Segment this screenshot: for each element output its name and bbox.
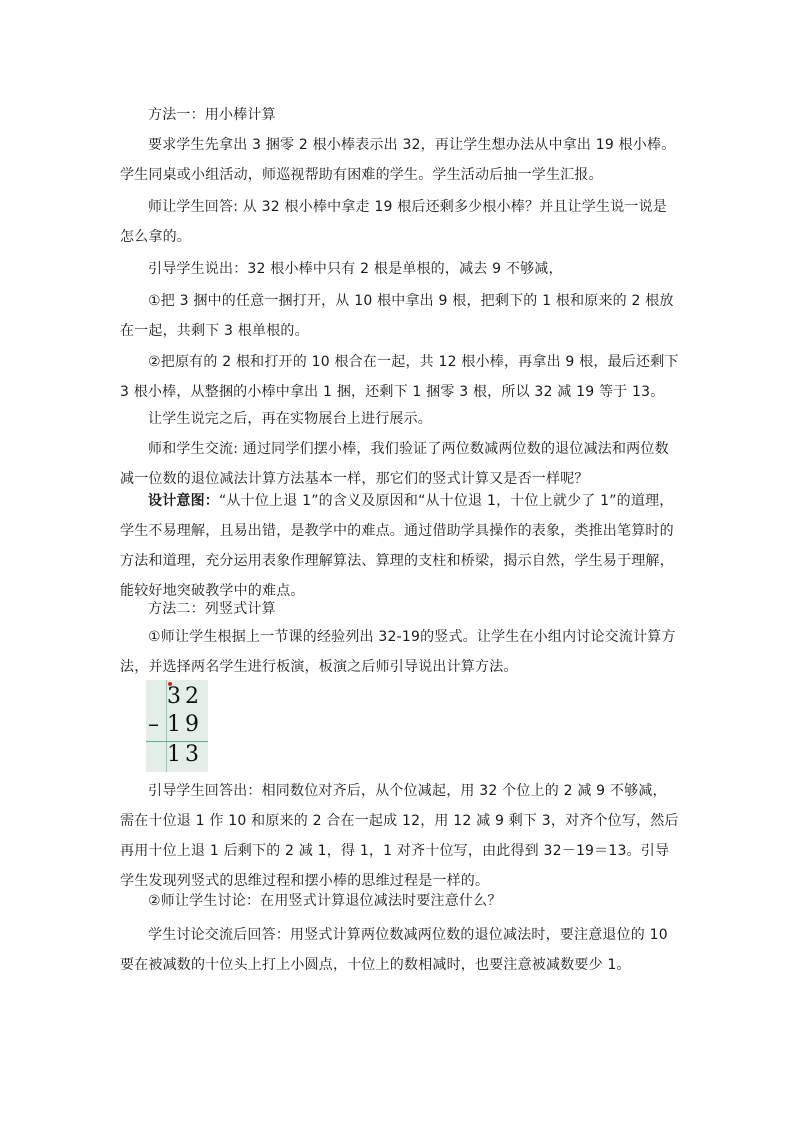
method1-paragraph-6: 让学生说完之后，再在实物展台上进行展示。 bbox=[148, 411, 432, 427]
design-intent-paragraph bbox=[120, 486, 680, 606]
method1-paragraph-3: 引导学生说出：32 根小棒中只有 2 根是单根的，减去 9 不够减， bbox=[148, 261, 563, 277]
vertical-subtraction-figure bbox=[146, 680, 208, 772]
design-intent-text: “从十位上退 1”的含义及原因和“从十位退 1，十位上就少了 1”的道理，学生不易理解，且易出错，是教学中的难点。通过借助学具操作的表象，类推出笔算时的方法和道理，充分运用表象作理解算法、算理的支柱和桥梁，揭示自然，学生易于理解，能较好地突破教学中的难点。 bbox=[120, 493, 674, 599]
design-intent-label: 设计意图： bbox=[148, 493, 219, 509]
method2-paragraph-3: ②师让学生讨论：在用竖式计算退位减法时要注意什么？ bbox=[148, 893, 502, 909]
method2-paragraph-2: 引导学生回答出：相同数位对齐后，从个位减起，用 32 个位上的 2 减 9 不够减，需在十位退 1 作 10 和原来的 2 合在一起成 12，用 12 减 9 剩下 3，对齐个位写，然后再用十位上退 1 后剩下的 2 减 1，得 1，1 对齐十位写，由此得到 32－19＝13。引导学生发现列竖式的思维过程和摆小棒的思维过程是一样的。 bbox=[120, 783, 679, 889]
method1-title: 方法一：用小棒计算 bbox=[148, 107, 276, 123]
method2-paragraph-4: 学生讨论交流后回答：用竖式计算两位数减两位数的退位减法时，要注意退位的 10 要在被减数的十位头上打上小圆点，十位上的数相减时，也要注意被减数要少 1。 bbox=[120, 927, 668, 973]
method1-paragraph-5: ②把原有的 2 根和打开的 10 根合在一起，共 12 根小棒，再拿出 9 根，最后还剩下 3 根小棒，从整捆的小棒中拿出 1 捆，还剩下 1 捆零 3 根，所以 32 减 19 等于 13。 bbox=[120, 354, 679, 400]
method1-paragraph-7: 师和学生交流: 通过同学们摆小棒，我们验证了两位数减两位数的退位减法和两位数减一位数的退位减法计算方法基本一样，那它们的竖式计算又是否一样呢？ bbox=[120, 441, 669, 487]
method1-paragraph-4: ①把 3 捆中的任意一捆打开，从 10 根中拿出 9 根，把剩下的 1 根和原来的 2 根放在一起，共剩下 3 根单根的。 bbox=[120, 293, 674, 339]
method2-title: 方法二：列竖式计算 bbox=[148, 601, 276, 617]
method1-paragraph-1: 要求学生先拿出 3 捆零 2 根小棒表示出 32，再让学生想办法从中拿出 19 根小棒。学生同桌或小组活动，师巡视帮助有困难的学生。学生活动后抽一学生汇报。 bbox=[120, 137, 676, 183]
method2-paragraph-1: ①师让学生根据上一节课的经验列出 32-19的竖式。让学生在小组内讨论交流计算方法，并选择两名学生进行板演，板演之后师引导说出计算方法。 bbox=[120, 629, 676, 675]
minuend: 32 bbox=[167, 684, 203, 709]
minus-sign: – bbox=[148, 712, 163, 737]
method1-paragraph-2: 师让学生回答: 从 32 根小棒中拿走 19 根后还剩多少根小棒？并且让学生说一说是怎么拿的。 bbox=[120, 199, 667, 245]
result: 13 bbox=[167, 742, 203, 767]
subtrahend: 19 bbox=[167, 712, 203, 737]
